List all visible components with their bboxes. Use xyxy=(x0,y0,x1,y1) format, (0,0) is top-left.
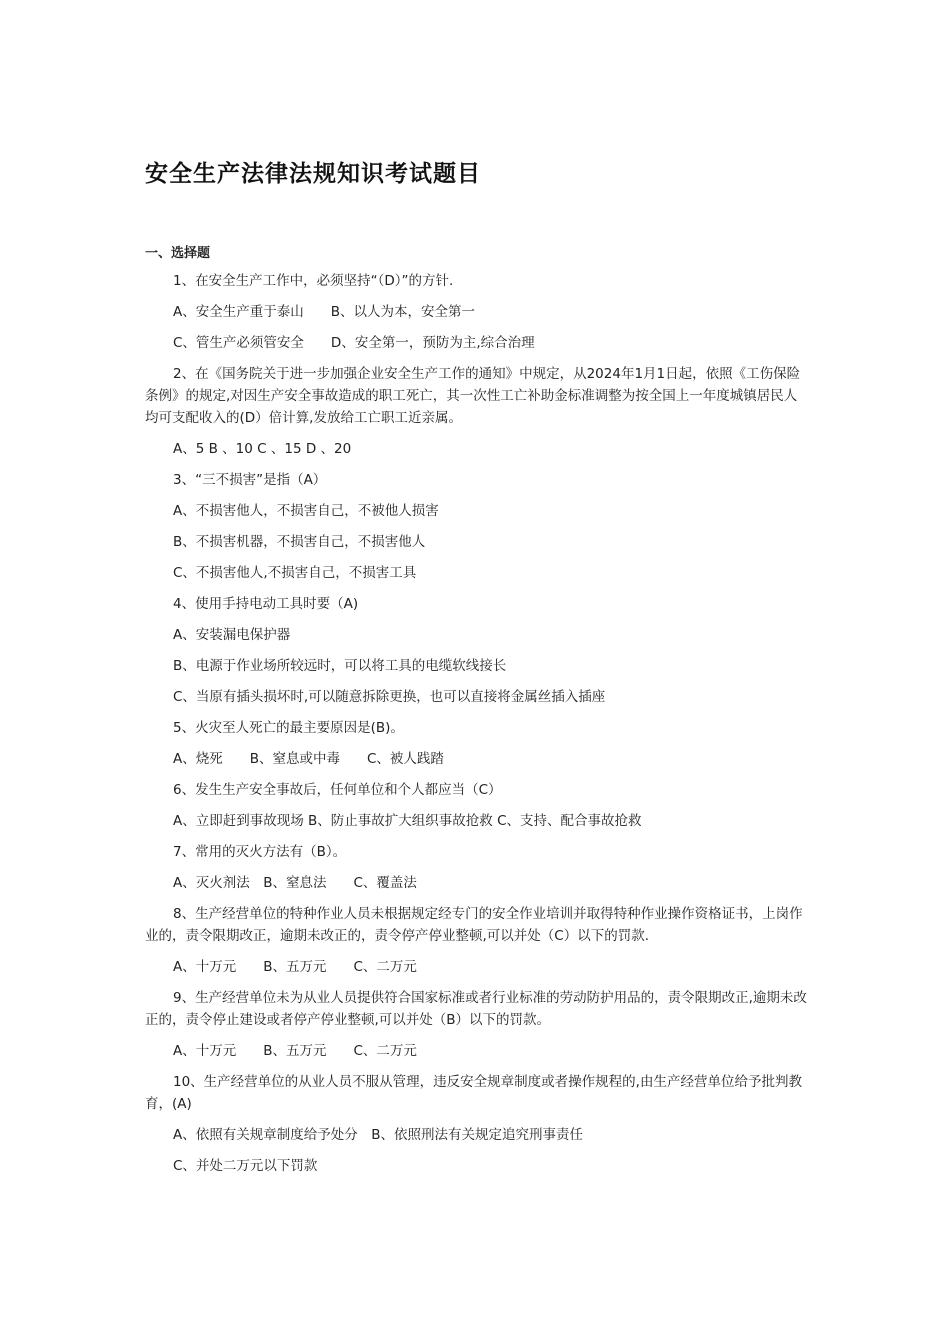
section-heading: 一、选择题 xyxy=(145,246,211,261)
question-8-options: A、十万元 B、五万元 C、二万元 xyxy=(173,959,417,975)
question-2: 2、在《国务院关于进一步加强企业安全生产工作的通知》中规定，从2024年1月1日起，依照《工伤保险条例》的规定,对因生产安全事故造成的职工死亡，其一次性工亡补助金标准调整为按全国上一年度城镇居民人均可支配收入的(D）倍计算,发放给工亡职工近亲属。 xyxy=(145,366,801,426)
question-6: 6、发生生产安全事故后，任何单位和个人都应当（C） xyxy=(173,782,502,798)
question-3-option-a: A、不损害他人，不损害自己，不被他人损害 xyxy=(173,503,439,519)
question-2-options: A、5 B 、10 C 、15 D 、20 xyxy=(173,441,352,457)
question-10-option-c: C、并处二万元以下罚款 xyxy=(173,1158,318,1174)
question-5: 5、火灾至人死亡的最主要原因是(B)。 xyxy=(173,720,404,736)
question-9-options: A、十万元 B、五万元 C、二万元 xyxy=(173,1043,417,1059)
question-3-option-c: C、不损害他人,不损害自己，不损害工具 xyxy=(173,565,417,581)
question-4-option-c: C、当原有插头损坏时,可以随意拆除更换，也可以直接将金属丝插入插座 xyxy=(173,689,606,705)
question-4: 4、使用手持电动工具时要（A) xyxy=(173,596,359,612)
question-4-option-a: A、安装漏电保护器 xyxy=(173,627,291,643)
question-10-options-ab: A、依照有关规章制度给予处分 B、依照刑法有关规定追究刑事责任 xyxy=(173,1127,583,1143)
question-1: 1、在安全生产工作中，必须坚持“（D）”的方针. xyxy=(173,273,454,289)
question-3: 3、“三不损害”是指（A） xyxy=(173,472,327,488)
question-list xyxy=(145,270,807,1186)
question-8: 8、生产经营单位的特种作业人员未根据规定经专门的安全作业培训并取得特种作业操作资格证书，上岗作业的，责令限期改正，逾期未改正的，责令停产停业整顿,可以并处（C）以下的罚款. xyxy=(145,906,803,944)
document-title: 安全生产法律法规知识考试题目 xyxy=(145,161,481,187)
question-10: 10、生产经营单位的从业人员不服从管理，违反安全规章制度或者操作规程的,由生产经营单位给予批判教育，(A) xyxy=(145,1074,802,1112)
question-1-options-cd: C、管生产必须管安全 D、安全第一，预防为主,综合治理 xyxy=(173,335,535,351)
question-3-option-b: B、不损害机器，不损害自己，不损害他人 xyxy=(173,534,426,550)
question-9: 9、生产经营单位未为从业人员提供符合国家标准或者行业标准的劳动防护用品的，责令限期改正,逾期未改正的，责令停止建设或者停产停业整顿,可以并处（B）以下的罚款。 xyxy=(145,990,807,1028)
question-7-options: A、灭火剂法 B、窒息法 C、覆盖法 xyxy=(173,875,417,891)
question-4-option-b: B、电源于作业场所较远时，可以将工具的电缆软线接长 xyxy=(173,658,507,674)
question-5-options: A、烧死 B、窒息或中毒 C、被人践踏 xyxy=(173,751,444,767)
question-1-options-ab: A、安全生产重于泰山 B、以人为本，安全第一 xyxy=(173,304,475,320)
question-6-options: A、立即赶到事故现场 B、防止事故扩大组织事故抢救 C、支持、配合事故抢救 xyxy=(173,813,642,829)
question-7: 7、常用的灭火方法有（B）。 xyxy=(173,844,347,860)
